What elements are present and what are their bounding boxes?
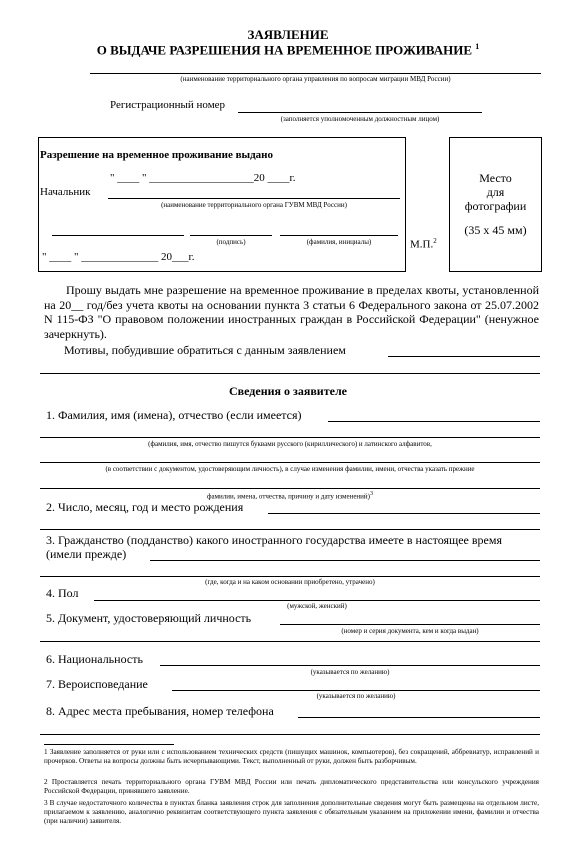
- photo-line-1: Место: [479, 171, 512, 185]
- field-1-caption-3: [40, 491, 540, 500]
- signature-caption: (подпись): [216, 238, 246, 246]
- field-1-caption-1: (фамилия, имя, отчество пишутся буквами русского (кириллического) и латинского алфавитов,: [148, 440, 432, 448]
- footnote-2: 2 Проставляется печать территориального органа ГУВМ МВД России или печать дипломатического представительства или консульского учреждения Российской Федерации, принявшего заявление.: [44, 778, 539, 795]
- field-3-caption: (где, когда и на каком основании приобретено, утрачено): [205, 578, 375, 586]
- signature-field[interactable]: [190, 235, 272, 236]
- field-3-input-2[interactable]: [40, 576, 540, 577]
- field-8-input[interactable]: [298, 717, 540, 718]
- stamp-label: М.П.: [410, 238, 434, 251]
- field-7-label: 7. Вероисповедание: [46, 677, 148, 691]
- field-1-input[interactable]: [328, 421, 540, 422]
- officer-name-field[interactable]: [280, 235, 398, 236]
- field-2-input-2[interactable]: [40, 529, 540, 530]
- chief-label: Начальник: [40, 186, 91, 198]
- footnote-ref-1: 1: [475, 42, 480, 51]
- photo-text: [449, 171, 542, 237]
- footnote-ref-3: 3: [370, 491, 374, 497]
- form-subtitle: [0, 42, 576, 58]
- motives-field-1[interactable]: [388, 356, 540, 357]
- authority-caption: (наименование территориального органа управления по вопросам миграции МВД России): [180, 75, 451, 83]
- field-2-label: 2. Число, месяц, год и место рождения: [46, 500, 244, 514]
- reg-number-field[interactable]: [238, 112, 482, 113]
- motives-label: Мотивы, побудившие обратиться с данным заявлением: [64, 343, 346, 357]
- footnote-ref-2: 2: [433, 237, 437, 245]
- motives-field-2[interactable]: [40, 373, 540, 374]
- field-1-input-3[interactable]: [40, 462, 540, 463]
- request-paragraph: Прошу выдать мне разрешение на временное проживание в пределах квоты, установленной на 20__ год/без учета квоты на основании пункта 3 статьи 6 Федерального закона от 25.07.2002 N 115-ФЗ "О правовом положении иностранных граждан в Российской Федерации" (ненужное зачеркнуть).: [44, 283, 539, 341]
- form-subtitle-text: О ВЫДАЧЕ РАЗРЕШЕНИЯ НА ВРЕМЕННОЕ ПРОЖИВАНИЕ: [96, 42, 473, 58]
- field-7-caption: (указывается по желанию): [316, 692, 396, 700]
- officer-name-caption: (фамилия, инициалы): [306, 238, 372, 246]
- photo-line-2: для: [486, 185, 505, 199]
- field-6-input[interactable]: [160, 665, 540, 666]
- field-6-label: 6. Национальность: [46, 652, 143, 666]
- field-4-input[interactable]: [94, 600, 540, 601]
- stamp-place: [410, 237, 437, 251]
- permit-date[interactable]: " ____ " ___________________20 ____г.: [110, 172, 296, 184]
- field-4-caption: (мужской, женский): [287, 602, 347, 610]
- field-4-label: 4. Пол: [46, 586, 79, 600]
- reg-number-label: Регистрационный номер: [110, 99, 226, 111]
- field-5-label: 5. Документ, удостоверяющий личность: [46, 611, 252, 625]
- chief-field[interactable]: [108, 198, 400, 199]
- field-1-label: 1. Фамилия, имя (имена), отчество (если имеется): [46, 408, 302, 422]
- field-6-caption: (указывается по желанию): [310, 668, 390, 676]
- footnote-3: 3 В случае недостаточного количества в пунктах бланка заявления строк для заполнения дополнительные сведения могут быть размещены на отдельном листе, прилагаемом к заявлению, аналогично реквизитам соответствующего пункта заявления с обязательным указанием на приложении имени, фамилии и отчества (при наличии) заявителя.: [44, 799, 539, 825]
- permit-extra-field[interactable]: [52, 235, 184, 236]
- field-1-caption-2: (в соответствии с документом, удостоверяющим личность), в случае изменения фамилии, имени, отчества указать прежние: [105, 465, 475, 473]
- reg-number-caption: (заполняется уполномоченным должностным лицом): [280, 115, 440, 123]
- field-3-label: 3. Гражданство (подданство) какого иностранного государства имеете в настоящее время (имели прежде): [46, 533, 502, 561]
- field-5-input-2[interactable]: [40, 641, 540, 642]
- permit-bottom-date[interactable]: " ____ " ______________ 20___г.: [42, 251, 195, 263]
- field-8-input-2[interactable]: [40, 734, 540, 735]
- footnote-1: 1 Заявление заполняется от руки или с использованием технических средств (пишущих машинок, компьютеров), без сокращений, аббревиатур, исправлений и прочерков. Ответы на вопросы должны быть исчерпывающими. Текст, выполненный от руки, должен быть разборчивым.: [44, 748, 539, 765]
- field-5-input[interactable]: [280, 624, 540, 625]
- permit-heading: Разрешение на временное проживание выдано: [40, 149, 274, 161]
- field-1-input-4[interactable]: [40, 488, 540, 489]
- photo-line-3: фотографии: [464, 199, 527, 213]
- applicant-heading: Сведения о заявителе: [228, 384, 348, 398]
- photo-line-4: (35 х 45 мм): [464, 223, 527, 237]
- field-7-input[interactable]: [172, 690, 540, 691]
- field-2-input[interactable]: [268, 513, 540, 514]
- authority-field[interactable]: [90, 73, 541, 74]
- field-5-caption: (номер и серия документа, кем и когда выдан): [341, 627, 479, 635]
- form-title: ЗАЯВЛЕНИЕ: [247, 27, 329, 42]
- chief-caption: (наименование территориального органа ГУВМ МВД России): [161, 201, 347, 209]
- footnote-separator: [44, 744, 174, 745]
- field-1-input-2[interactable]: [40, 437, 540, 438]
- field-3-input[interactable]: [150, 560, 540, 561]
- field-1-caption-3-text: фамилии, имена, отчества, причину и дату изменений): [206, 492, 371, 501]
- field-8-label: 8. Адрес места пребывания, номер телефона: [46, 704, 274, 718]
